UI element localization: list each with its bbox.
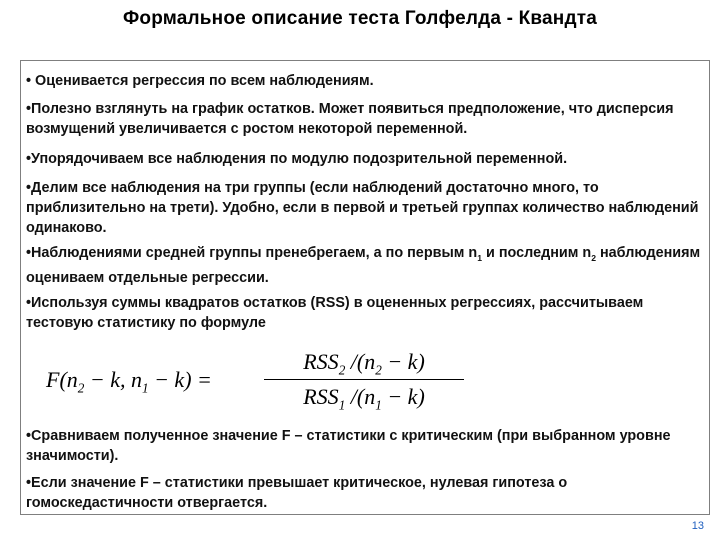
bullet-5-text-a: •Наблюдениями средней группы пренебрегаем, а по первым n: [26, 245, 478, 261]
bullet-6: •Используя суммы квадратов остатков (RSS) в оцененных регрессиях, рассчитываем тестовую статистику по формуле: [26, 295, 644, 331]
formula-fraction: [264, 347, 464, 412]
den-rss: RSS: [303, 384, 339, 409]
formula-denominator: [264, 382, 464, 412]
formula-lhs-sub2: 1: [141, 380, 149, 396]
bullet-7: •Сравниваем полученное значение F – статистики с критическим (при выбранном уровне значимости).: [26, 428, 671, 464]
formula-lhs-mid: − k, n: [84, 367, 142, 392]
bullet-5-sub-1: 1: [477, 252, 482, 263]
bullet-8: •Если значение F – статистики превышает критическое, нулевая гипотеза о гомоскедастичности отвергается.: [26, 475, 568, 511]
formula-lhs-post: − k) =: [148, 367, 212, 392]
content-box: [20, 60, 710, 515]
bullet-2: •Полезно взглянуть на график остатков. Может появиться предположение, что дисперсия возмущений увеличивается с ростом некоторой переменной.: [26, 101, 674, 137]
bullet-5-text-b: и последним n: [481, 245, 592, 261]
bullet-4: •Делим все наблюдения на три группы (если наблюдений достаточно много, то приблизительно на трети). Удобно, если в первой и третьей группах количество наблюдений одинаково.: [26, 180, 699, 236]
formula-numerator: [264, 347, 464, 377]
fraction-bar: [264, 379, 464, 380]
page-number: 13: [691, 520, 704, 532]
den-rss-sub: 1: [338, 397, 346, 413]
formula-lhs-pre: F(n: [46, 367, 78, 392]
bullet-3: •Упорядочиваем все наблюдения по модулю подозрительной переменной.: [26, 151, 568, 167]
num-post: − k): [381, 349, 425, 374]
den-n-sub: 1: [375, 397, 382, 413]
bullet-5-sub-2: 2: [591, 252, 596, 263]
formula-lhs-sub1: 2: [77, 380, 85, 396]
num-rss-sub: 2: [338, 362, 346, 378]
num-rss: RSS: [303, 349, 339, 374]
num-n-sub: 2: [375, 362, 382, 378]
bullet-5-text-c: наблюдениям оцениваем отдельные регрессии.: [26, 245, 701, 286]
num-mid: /(n: [345, 349, 376, 374]
bullet-1: • Оценивается регрессия по всем наблюдениям.: [26, 73, 374, 89]
slide-title: Формальное описание теста Голфелда - Квандта: [122, 8, 598, 29]
formula-lhs: [46, 367, 212, 396]
den-mid: /(n: [345, 384, 376, 409]
den-post: − k): [381, 384, 425, 409]
bullet-5: [26, 243, 701, 288]
